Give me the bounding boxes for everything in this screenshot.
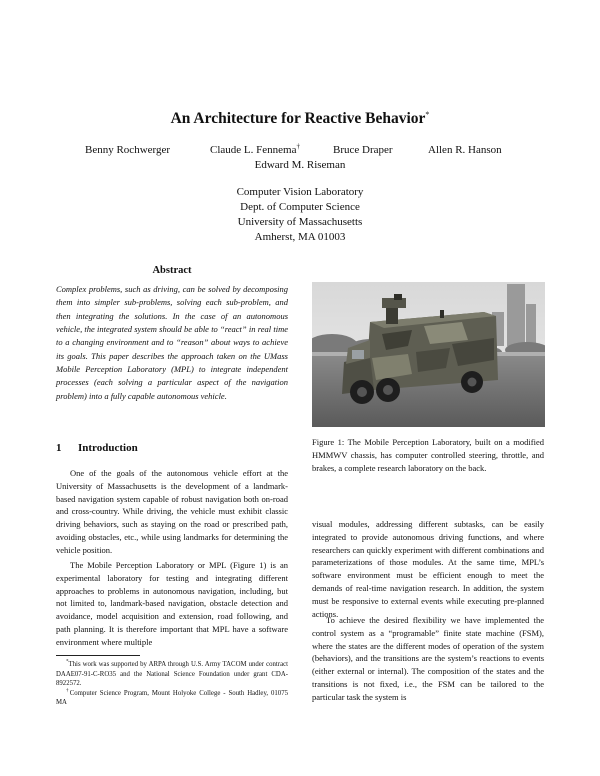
body-paragraph-continued: visual modules, addressing different subtasks, can be easily integrated to provide autonomous driving functions, and where researchers can quickly experiment with different combinations and parameterizations of those modules. At the same time, MPL’s software environment must be efficient enough to meet the demands of real-time navigation research. In addition, the system must be responsive to external events while executing pre-planned actions. (312, 519, 544, 619)
footnotes (56, 660, 288, 708)
author-4: Allen R. Hanson (428, 144, 502, 156)
affiliation-line-2: Dept. of Computer Science (240, 201, 360, 213)
figure-vehicle-photo (312, 282, 545, 427)
abstract-heading: Abstract (152, 265, 192, 276)
abstract-body: Complex problems, such as driving, can be solved by decomposing them into simpler sub-problems, solving each sub-problem, and then integrating the solutions. In the case of an autonomous vehicle, the integrated system should be able to “react” in real time to a changing environment and to “reason” about ways to achieve its goals. This paper describes the approach taken on the UMass Mobile Perception Laboratory (MPL) to integrate independent processes (each solving a particular aspect of the navigation problem) into a fully capable autonomous vehicle. (56, 284, 288, 401)
author-1: Benny Rochwerger (85, 144, 171, 156)
footnote-1: *This work was supported by ARPA through U.S. Army TACOM under contract DAAE07-91-C-RO35 and the National Science Foundation under grant CDA-8922572. (56, 659, 288, 687)
body-paragraph-fsm: To achieve the desired flexibility we have implemented the control system as a “programable” finite state machine (FSM), where the states are the different modes of operation of the system (behaviors), and the transitions are the system’s reactions to events (either external or internal). The composition of the states and the transitions is not fixed, i.e., the FSM can be tailored to the particular task the system is (312, 615, 544, 702)
affiliation-line-4: Amherst, MA 01003 (254, 231, 346, 243)
section-number: 1 (56, 442, 62, 454)
title-footnote-mark: * (425, 109, 430, 119)
title-text: An Architecture for Reactive Behavior (170, 110, 426, 127)
author-5: Edward M. Riseman (254, 159, 346, 171)
intro-paragraph-2: The Mobile Perception Laboratory or MPL (Figure 1) is an experimental laboratory for testing and integrating different approaches to problems in autonomous navigation, including, but not limited to, landmark-based navigation, obstacle detection and avoidance, model acquisition and extension, road following, and path planning. It is therefore important that MPL have a software environment where multiple (56, 560, 288, 647)
footnote-2: †Computer Science Program, Mount Holyoke College - South Hadley, 01075 MA (56, 688, 289, 706)
section-heading (56, 442, 288, 454)
intro-paragraph-1: One of the goals of the autonomous vehicle effort at the University of Massachusetts is the development of a landmark-based navigation system capable of robust navigation both on-road and cross-country. While driving, the vehicle must exhibit classic driving behaviors, such as staying on the road or prescribed path, avoiding obstacles, etc., while using landmarks for determining the vehicle position. (56, 468, 288, 555)
figure-caption: Figure 1: The Mobile Perception Laboratory, built on a modified HMMWV chassis, has computer controlled steering, throttle, and brakes, a complete research laboratory on the back. (312, 437, 544, 473)
author-2: Claude L. Fennema† (210, 142, 300, 156)
section-title: Introduction (78, 442, 138, 454)
footnote-rule (56, 655, 140, 656)
author-2-footnote-mark: † (296, 142, 300, 151)
author-3: Bruce Draper (333, 144, 393, 156)
paper-title (0, 110, 600, 128)
affiliation-line-3: University of Massachusetts (237, 216, 363, 228)
affiliation-line-1: Computer Vision Laboratory (236, 186, 364, 198)
